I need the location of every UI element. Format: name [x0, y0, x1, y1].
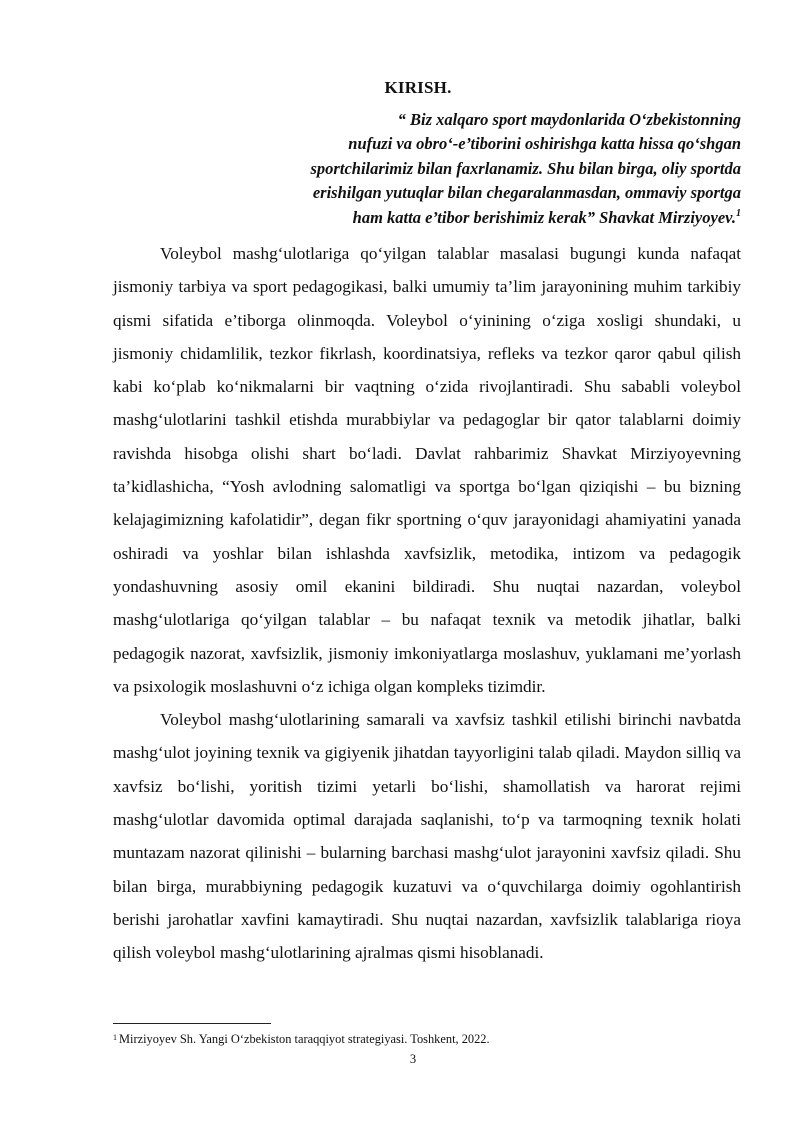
paragraph: Voleybol mashg‘ulotlarining samarali va xavfsiz tashkil etilishi birinchi navbatda mashg‘ulot joyining texnik va gigiyenik jihatdan tayyorligini talab qiladi. Maydon silliq va xavfsiz bo‘lishi, yoritish tizimi yetarli bo‘lishi, shamollatish va harorat rejimi mashg‘ulotlar davomida optimal darajada saqlanishi, to‘p va tarmoqning texnik holati muntazam nazorat qilinishi – bularning barchasi mashg‘ulot jarayonini xavfsiz qiladi. Shu bilan birga, murabbiyning pedagogik kuzatuvi va o‘quvchilarga doimiy ogohlantirish berishi jarohatlar xavfini kamaytiradi. Shu nuqtai nazardan, xavfsizlik talablariga rioya qilish voleybol mashg‘ulotlarining ajralmas qismi hisoblanadi.: [113, 710, 741, 963]
epigraph-line: erishilgan yutuqlar bilan chegaralanmasdan, ommaviy sportga: [312, 183, 741, 203]
section-title: KIRISH.: [384, 78, 452, 97]
footnote-mark: 1: [113, 1033, 117, 1042]
epigraph-line: sportchilarimiz bilan faxrlanamiz. Shu bilan birga, oliy sportda: [310, 158, 741, 178]
epigraph-line: ham katta e’tibor berishimiz kerak” Shavkat Mirziyoyev.: [352, 207, 736, 227]
epigraph-line: “ Biz xalqaro sport maydonlarida O‘zbekistonning: [397, 110, 741, 129]
footnote-separator: [113, 1023, 271, 1024]
footnote-reference[interactable]: 1: [736, 207, 741, 219]
body-text: [113, 237, 741, 970]
paragraph: Voleybol mashg‘ulotlariga qo‘yilgan talablar masalasi bugungi kunda nafaqat jismoniy tarbiya va sport pedagogikasi, balki umumiy ta’lim jarayonining muhim tarkibiy qismi sifatida e’tiborga olinmoqda. Voleybol o‘yinining o‘ziga xosligi shundaki, u jismoniy chidamlilik, tezkor fikrlash, koordinatsiya, refleks va tezkor qaror qabul qilish kabi ko‘plab ko‘nikmalarni bir vaqtning o‘zida rivojlantiradi. Shu sababli voleybol mashg‘ulotlarini tashkil etishda murabbiylar va pedagoglar bir qator talablarni doimiy ravishda hisobga olishi shart bo‘ladi. Davlat rahbarimiz Shavkat Mirziyoyevning ta’kidlashicha, “Yosh avlodning salomatligi va sportga bo‘lgan qiziqishi – bu bizning kelajagimizning kafolatidir”, degan fikr sportning o‘quv jarayonidagi ahamiyatini yanada oshiradi va yoshlar bilan ishlashda xavfsizlik, metodika, intizom va pedagogik yondashuvning asosiy omil ekanini bildiradi. Shu nuqtai nazardan, voleybol mashg‘ulotlariga qo‘yilgan talablar – bu nafaqat texnik va metodik jihatlar, balki pedagogik nazorat, xavfsizlik, jismoniy imkoniyatlarga moslashuv, yuklamani me’yorlash va psixologik moslashuvni o‘z ichiga olgan kompleks tizimdir.: [113, 244, 741, 696]
epigraph-line: nufuzi va obro‘-e’tiborini oshirishga katta hissa qo‘shgan: [348, 134, 741, 154]
footnote: [113, 1032, 743, 1047]
footnote-text: Mirziyoyev Sh. Yangi O‘zbekiston taraqqiyot strategiyasi. Toshkent, 2022.: [119, 1032, 490, 1046]
epigraph-quote: [220, 108, 741, 230]
epigraph-line-last: [220, 206, 741, 230]
page-number: 3: [409, 1052, 417, 1066]
